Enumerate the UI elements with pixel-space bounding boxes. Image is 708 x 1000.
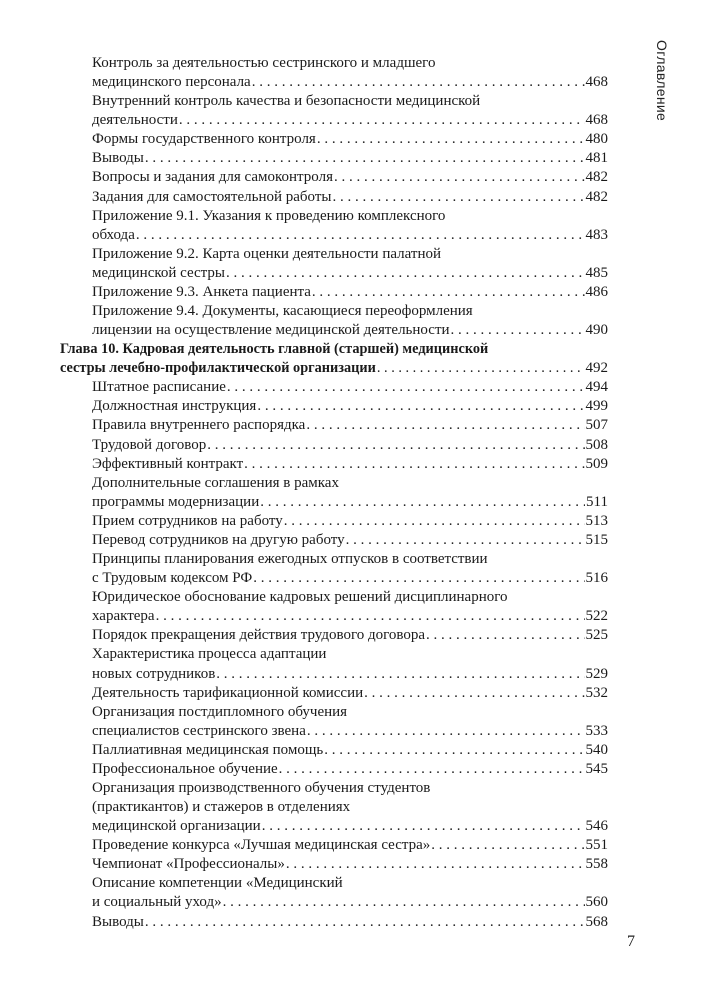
toc-entry-title: специалистов сестринского звена xyxy=(92,722,306,739)
dot-leader xyxy=(334,168,585,187)
toc-entry-page: 486 xyxy=(585,283,608,300)
table-of-contents xyxy=(60,54,608,932)
dot-leader xyxy=(324,741,584,760)
toc-entry-title: с Трудовым кодексом РФ xyxy=(92,570,253,587)
toc-entry xyxy=(60,264,608,283)
toc-entry xyxy=(60,54,608,73)
dot-leader xyxy=(216,665,584,684)
toc-entry-title: Приложение 9.3. Анкета пациента xyxy=(92,283,311,300)
toc-entry xyxy=(60,493,608,512)
toc-entry-title: Внутренний контроль качества и безопасности медицинской xyxy=(92,93,481,110)
chapter-title-part-1: Глава 10. Кадровая деятельность главной (старшей) медицинской xyxy=(60,341,489,358)
dot-leader xyxy=(207,436,584,455)
toc-chapter-entries xyxy=(60,378,608,931)
toc-entry-title: Правила внутреннего распорядка xyxy=(92,417,306,434)
toc-entry-title: Организация постдипломного обучения xyxy=(92,703,348,720)
dot-leader xyxy=(364,684,584,703)
dot-leader xyxy=(257,397,584,416)
toc-entry-title: Вопросы и задания для самоконтроля xyxy=(92,169,333,186)
chapter-heading-line-1 xyxy=(60,340,608,359)
dot-leader xyxy=(286,855,585,874)
dot-leader xyxy=(244,455,584,474)
toc-entry xyxy=(60,569,608,588)
toc-entry-title: программы модернизации xyxy=(92,493,260,510)
toc-entry-title: характера xyxy=(92,608,155,625)
toc-entry-title: медицинской сестры xyxy=(92,264,226,281)
dot-leader xyxy=(262,817,585,836)
dot-leader xyxy=(451,321,585,340)
toc-entry xyxy=(60,302,608,321)
toc-entry-page: 516 xyxy=(585,570,608,587)
toc-entry-title: Приложение 9.1. Указания к проведению комплексного xyxy=(92,207,446,224)
toc-entry-page: 525 xyxy=(585,627,608,644)
toc-entry-title: деятельности xyxy=(92,112,178,129)
toc-entry-title: Профессиональное обучение xyxy=(92,760,278,777)
toc-entry xyxy=(60,283,608,302)
toc-entry-title: Юридическое обоснование кадровых решений дисциплинарного xyxy=(92,589,508,606)
toc-entry xyxy=(60,474,608,493)
toc-entry-title: Приложение 9.4. Документы, касающиеся переоформления xyxy=(92,303,473,320)
toc-entry-title: обхода xyxy=(92,226,135,243)
toc-entry xyxy=(60,130,608,149)
toc-entry-page: 522 xyxy=(585,608,608,625)
toc-entry-page: 513 xyxy=(585,512,608,529)
toc-entry xyxy=(60,168,608,187)
toc-entry xyxy=(60,188,608,207)
dot-leader xyxy=(312,283,585,302)
toc-pre-chapter-entries xyxy=(60,54,608,340)
toc-entry-title: медицинского персонала xyxy=(92,74,251,91)
toc-entry xyxy=(60,111,608,130)
dot-leader xyxy=(317,130,585,149)
toc-entry-title: Прием сотрудников на работу xyxy=(92,512,283,529)
toc-entry-page: 532 xyxy=(585,684,608,701)
toc-entry-title: Порядок прекращения действия трудового договора xyxy=(92,627,426,644)
toc-entry-page: 507 xyxy=(585,417,608,434)
toc-entry-page: 560 xyxy=(585,894,608,911)
toc-entry-page: 468 xyxy=(585,112,608,129)
toc-entry xyxy=(60,397,608,416)
toc-entry-title: Трудовой договор xyxy=(92,436,207,453)
dot-leader xyxy=(306,416,584,435)
toc-entry-title: Принципы планирования ежегодных отпусков в соответствии xyxy=(92,551,488,568)
toc-entry-title: Эффективный контракт xyxy=(92,455,244,472)
toc-entry xyxy=(60,779,608,798)
toc-entry-page: 483 xyxy=(585,226,608,243)
dot-leader xyxy=(223,893,585,912)
toc-entry-title: Должностная инструкция xyxy=(92,398,257,415)
toc-entry-page: 499 xyxy=(585,398,608,415)
toc-entry xyxy=(60,378,608,397)
toc-entry-title: Описание компетенции «Медицинский xyxy=(92,875,343,892)
toc-entry-page: 494 xyxy=(585,379,608,396)
toc-entry-page: 509 xyxy=(585,455,608,472)
toc-entry-title: Контроль за деятельностью сестринского и младшего xyxy=(92,55,436,71)
toc-entry-title: Задания для самостоятельной работы xyxy=(92,188,332,205)
toc-entry xyxy=(60,913,608,932)
toc-entry xyxy=(60,226,608,245)
toc-entry-page: 551 xyxy=(585,837,608,854)
dot-leader xyxy=(252,73,585,92)
dot-leader xyxy=(333,188,585,207)
dot-leader xyxy=(156,607,585,626)
toc-entry-page: 480 xyxy=(585,131,608,148)
toc-entry xyxy=(60,741,608,760)
toc-entry-title: Паллиативная медицинская помощь xyxy=(92,741,324,758)
dot-leader xyxy=(431,836,584,855)
toc-entry-page: 482 xyxy=(585,188,608,205)
toc-entry-page: 545 xyxy=(585,760,608,777)
toc-entry-title: Проведение конкурса «Лучшая медицинская сестра» xyxy=(92,837,431,854)
toc-entry-page: 511 xyxy=(586,493,608,510)
toc-entry-title: Организация производственного обучения студентов xyxy=(92,779,431,796)
toc-entry xyxy=(60,817,608,836)
toc-entry xyxy=(60,149,608,168)
toc-entry-page: 481 xyxy=(585,150,608,167)
toc-entry-title: новых сотрудников xyxy=(92,665,216,682)
toc-entry xyxy=(60,245,608,264)
page-number: 7 xyxy=(627,933,635,950)
toc-entry-page: 485 xyxy=(585,264,608,281)
toc-entry xyxy=(60,550,608,569)
toc-entry-title: Приложение 9.2. Карта оценки деятельности палатной xyxy=(92,245,441,262)
toc-entry xyxy=(60,436,608,455)
dot-leader xyxy=(260,493,585,512)
chapter-heading-line-2 xyxy=(60,359,608,378)
toc-entry xyxy=(60,855,608,874)
toc-entry xyxy=(60,836,608,855)
toc-entry xyxy=(60,92,608,111)
toc-entry xyxy=(60,321,608,340)
dot-leader xyxy=(377,359,585,378)
toc-entry-title: Выводы xyxy=(92,913,144,930)
toc-entry xyxy=(60,874,608,893)
dot-leader xyxy=(136,226,585,245)
toc-entry-page: 468 xyxy=(585,74,608,91)
toc-entry xyxy=(60,512,608,531)
toc-entry-page: 540 xyxy=(585,741,608,758)
toc-entry xyxy=(60,684,608,703)
toc-entry-title: Чемпионат «Профессионалы» xyxy=(92,856,285,873)
toc-entry xyxy=(60,722,608,741)
running-header-section-title: Оглавление xyxy=(654,40,670,122)
toc-entry xyxy=(60,531,608,550)
dot-leader xyxy=(307,722,585,741)
toc-entry xyxy=(60,893,608,912)
dot-leader xyxy=(226,264,584,283)
toc-entry-page: 508 xyxy=(585,436,608,453)
dot-leader xyxy=(145,149,585,168)
toc-entry-title: Перевод сотрудников на другую работу xyxy=(92,531,345,548)
toc-entry xyxy=(60,73,608,92)
toc-entry-page: 546 xyxy=(585,818,608,835)
toc-entry-title: Дополнительные соглашения в рамках xyxy=(92,474,339,491)
chapter-page-number: 492 xyxy=(585,360,608,377)
toc-entry-title: Характеристика процесса адаптации xyxy=(92,646,327,663)
dot-leader xyxy=(426,626,584,645)
toc-entry-title: Формы государственного контроля xyxy=(92,131,316,148)
dot-leader xyxy=(279,760,585,779)
toc-entry-page: 558 xyxy=(585,856,608,873)
toc-entry-title: и социальный уход» xyxy=(92,894,222,911)
toc-entry xyxy=(60,626,608,645)
toc-entry xyxy=(60,760,608,779)
toc-entry-title: медицинской организации xyxy=(92,818,261,835)
toc-entry-title: Деятельность тарификационной комиссии xyxy=(92,684,364,701)
toc-entry-page: 482 xyxy=(585,169,608,186)
dot-leader xyxy=(346,531,585,550)
toc-entry xyxy=(60,455,608,474)
dot-leader xyxy=(284,512,585,531)
toc-entry-title: Выводы xyxy=(92,150,144,167)
toc-entry xyxy=(60,607,608,626)
dot-leader xyxy=(179,111,585,130)
toc-entry-page: 568 xyxy=(585,913,608,930)
toc-entry-title: лицензии на осуществление медицинской деятельности xyxy=(92,322,450,339)
toc-entry xyxy=(60,645,608,664)
toc-entry xyxy=(60,703,608,722)
chapter-title-part-2: сестры лечебно-профилактической организации xyxy=(60,360,376,377)
dot-leader xyxy=(253,569,584,588)
toc-entry-page: 533 xyxy=(585,722,608,739)
toc-entry-page: 529 xyxy=(585,665,608,682)
dot-leader xyxy=(145,913,585,932)
toc-entry-page: 515 xyxy=(585,531,608,548)
toc-entry xyxy=(60,798,608,817)
toc-entry xyxy=(60,416,608,435)
toc-entry xyxy=(60,665,608,684)
toc-entry-title: Штатное расписание xyxy=(92,379,226,396)
dot-leader xyxy=(227,378,585,397)
toc-entry-title: (практикантов) и стажеров в отделениях xyxy=(92,799,351,816)
toc-entry-page: 490 xyxy=(585,322,608,339)
toc-entry xyxy=(60,207,608,226)
toc-entry xyxy=(60,588,608,607)
